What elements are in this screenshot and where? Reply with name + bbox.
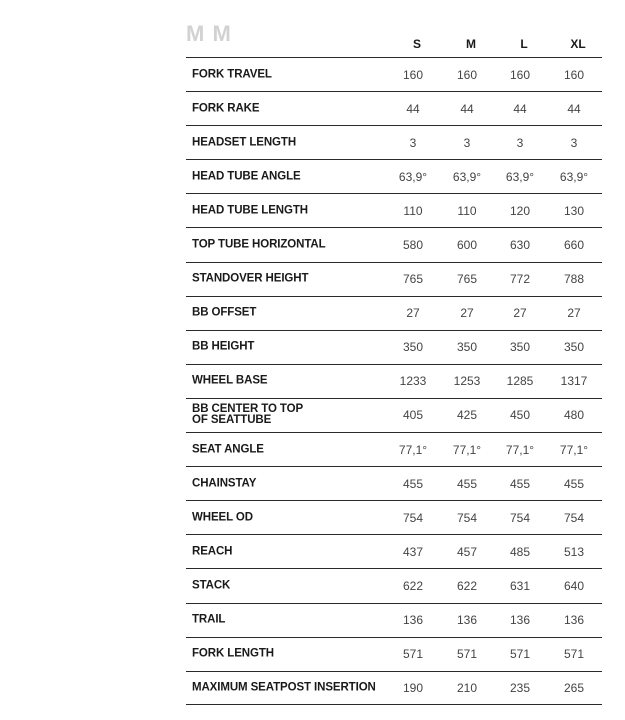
table-row	[186, 330, 602, 364]
row-label: HEAD TUBE LENGTH	[192, 204, 308, 217]
table-row	[186, 398, 602, 432]
row-value-m: 600	[456, 238, 478, 253]
table-row	[186, 125, 602, 159]
row-label: STACK	[192, 579, 231, 592]
row-label: BB CENTER TO TOP OF SEATTUBE	[192, 403, 304, 427]
row-value-l: 44	[513, 101, 527, 116]
row-value-m: 77,1°	[452, 442, 482, 457]
row-value-m: 27	[460, 306, 474, 321]
row-value-s: 3	[409, 135, 417, 150]
table-row	[186, 603, 602, 637]
table-body	[186, 57, 602, 705]
row-value-m: 350	[456, 340, 478, 355]
table-row	[186, 364, 602, 398]
row-label: MAXIMUM SEATPOST INSERTION	[192, 681, 376, 694]
table-row	[186, 262, 602, 296]
row-value-xl: 63,9°	[559, 169, 589, 184]
row-label: FORK RAKE	[192, 102, 260, 115]
row-value-s: 27	[406, 306, 420, 321]
row-value-s: 160	[402, 67, 424, 82]
table-row	[186, 159, 602, 193]
row-value-m: 765	[456, 272, 478, 287]
table-row	[186, 91, 602, 125]
row-value-xl: 77,1°	[559, 442, 589, 457]
row-value-m: 44	[460, 101, 474, 116]
row-label: WHEEL OD	[192, 511, 253, 524]
row-value-s: 44	[406, 101, 420, 116]
geometry-table	[186, 20, 602, 705]
row-value-s: 77,1°	[398, 442, 428, 457]
row-value-m: 425	[456, 408, 478, 423]
row-value-m: 63,9°	[452, 169, 482, 184]
row-value-m: 110	[457, 203, 477, 218]
row-value-l: 63,9°	[505, 169, 535, 184]
table-row	[186, 193, 602, 227]
row-value-l: 571	[509, 647, 531, 662]
row-label: HEAD TUBE ANGLE	[192, 170, 301, 183]
table-row	[186, 568, 602, 602]
row-value-l: 631	[509, 578, 531, 593]
row-label: HEADSET LENGTH	[192, 136, 297, 149]
row-value-xl: 571	[563, 647, 585, 662]
size-header-m: M	[466, 37, 476, 51]
row-value-s: 571	[402, 647, 424, 662]
table-row	[186, 296, 602, 330]
row-value-l: 630	[509, 238, 531, 253]
row-value-s: 765	[402, 272, 424, 287]
row-value-l: 485	[509, 544, 531, 559]
row-value-l: 77,1°	[505, 442, 535, 457]
row-value-s: 190	[402, 680, 424, 695]
row-value-l: 160	[509, 67, 531, 82]
row-value-s: 350	[402, 340, 424, 355]
table-header	[186, 20, 602, 57]
row-value-xl: 754	[563, 510, 585, 525]
row-value-l: 120	[509, 203, 531, 218]
size-header-l: L	[520, 37, 528, 51]
table-row	[186, 227, 602, 261]
table-row	[186, 466, 602, 500]
row-value-l: 3	[516, 135, 524, 150]
row-label: FORK LENGTH	[192, 647, 274, 660]
row-value-s: 110	[403, 203, 423, 218]
row-label: FORK TRAVEL	[192, 68, 272, 81]
row-value-xl: 265	[563, 680, 585, 695]
row-value-xl: 160	[563, 67, 585, 82]
size-header-s: S	[412, 37, 421, 51]
table-row	[186, 500, 602, 534]
row-value-xl: 640	[563, 578, 585, 593]
row-value-xl: 513	[563, 544, 585, 559]
row-value-l: 754	[509, 510, 531, 525]
row-value-xl: 3	[570, 135, 578, 150]
row-value-s: 580	[402, 238, 424, 253]
row-label: TOP TUBE HORIZONTAL	[192, 238, 326, 251]
row-label: BB OFFSET	[192, 306, 257, 319]
row-value-s: 136	[402, 613, 424, 628]
brand-logo: M M	[186, 21, 232, 46]
row-label: CHAINSTAY	[192, 477, 257, 490]
table-row	[186, 637, 602, 671]
table-row	[186, 671, 602, 705]
row-value-l: 455	[509, 476, 531, 491]
row-value-l: 772	[509, 272, 531, 287]
row-value-l: 136	[509, 613, 531, 628]
row-value-xl: 350	[563, 340, 585, 355]
row-value-xl: 27	[567, 306, 581, 321]
row-value-m: 1253	[453, 374, 481, 389]
table-row	[186, 432, 602, 466]
row-label: BB HEIGHT	[192, 340, 255, 353]
row-value-m: 571	[456, 647, 478, 662]
row-label: STANDOVER HEIGHT	[192, 272, 309, 285]
row-value-m: 754	[456, 510, 478, 525]
row-value-xl: 136	[563, 613, 585, 628]
row-label: WHEEL BASE	[192, 374, 268, 387]
row-value-s: 63,9°	[398, 169, 428, 184]
row-value-s: 1233	[399, 374, 427, 389]
row-value-m: 136	[456, 613, 478, 628]
row-value-l: 1285	[506, 374, 534, 389]
table-row	[186, 534, 602, 568]
row-value-m: 210	[456, 680, 478, 695]
row-value-m: 457	[456, 544, 478, 559]
row-value-xl: 130	[563, 203, 585, 218]
row-value-l: 350	[509, 340, 531, 355]
row-value-xl: 44	[567, 101, 581, 116]
row-value-l: 235	[509, 680, 531, 695]
row-value-m: 3	[463, 135, 471, 150]
row-value-m: 622	[456, 578, 478, 593]
row-label: TRAIL	[192, 613, 226, 626]
row-value-m: 455	[456, 476, 478, 491]
row-value-m: 160	[456, 67, 478, 82]
row-value-l: 27	[513, 306, 527, 321]
row-value-s: 622	[402, 578, 424, 593]
row-value-xl: 1317	[560, 374, 588, 389]
row-value-s: 754	[402, 510, 424, 525]
size-header-xl: XL	[570, 37, 586, 51]
table-row	[186, 57, 602, 91]
row-value-xl: 455	[563, 476, 585, 491]
row-value-s: 405	[402, 408, 424, 423]
row-value-xl: 480	[563, 408, 585, 423]
row-value-s: 437	[402, 544, 424, 559]
row-value-l: 450	[509, 408, 531, 423]
row-value-xl: 788	[563, 272, 585, 287]
row-value-xl: 660	[563, 238, 585, 253]
row-value-s: 455	[402, 476, 424, 491]
row-label: SEAT ANGLE	[192, 443, 264, 456]
row-label: REACH	[192, 545, 233, 558]
